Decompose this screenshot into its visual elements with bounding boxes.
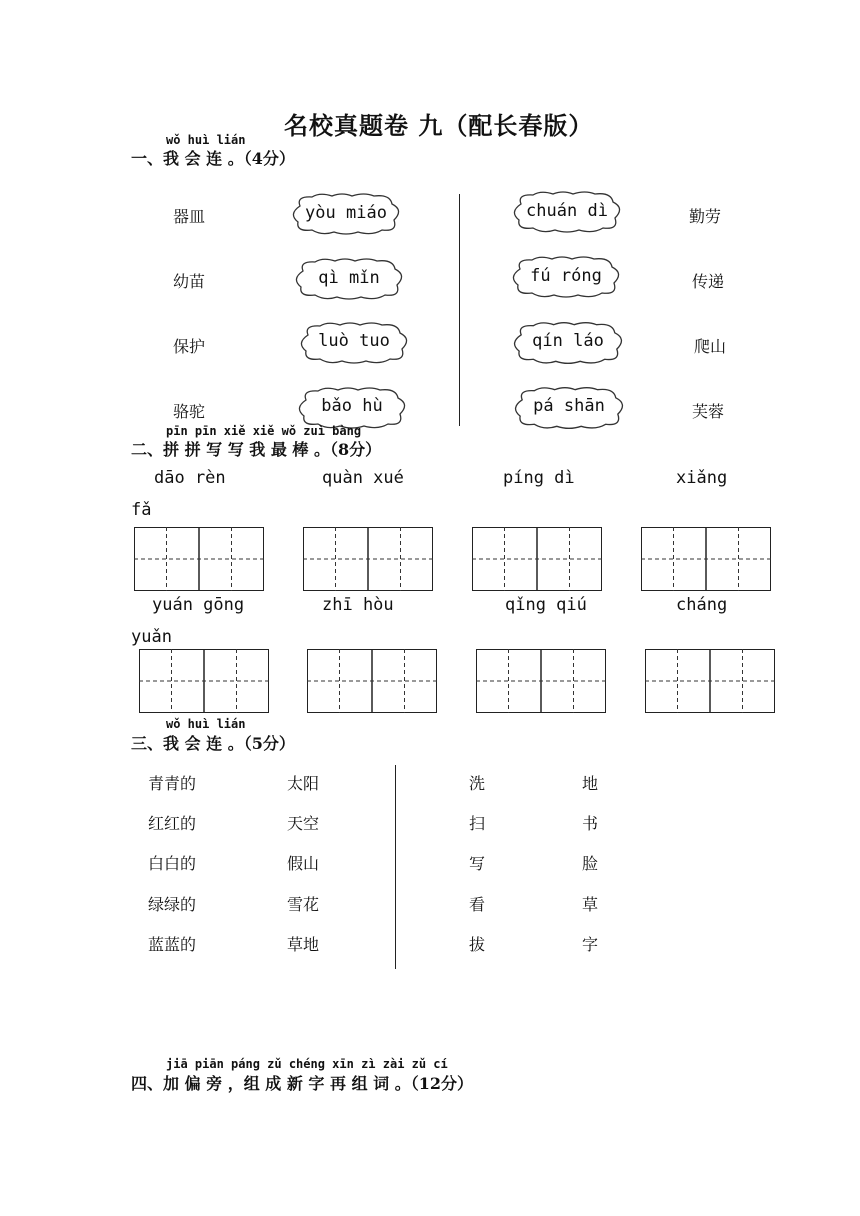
match-word[interactable]: 草地 <box>287 935 320 954</box>
right-word[interactable]: 芙蓉 <box>692 402 725 421</box>
match-word[interactable]: 红红的 <box>148 814 197 833</box>
pinyin-prompt: dāo rèn <box>154 468 226 488</box>
cloud-pinyin: pá shān <box>533 396 605 416</box>
cloud-pinyin: yòu miáo <box>305 203 387 223</box>
pinyin-prompt-wrap: fǎ <box>131 500 152 520</box>
cloud-pinyin: fú róng <box>530 266 602 286</box>
section4-pinyin: jiā piān páng zǔ chéng xīn zì zài zǔ cí <box>166 1057 448 1071</box>
writing-grid[interactable] <box>307 649 437 713</box>
pinyin-cloud[interactable] <box>288 192 404 236</box>
pinyin-cloud[interactable] <box>509 320 627 366</box>
match-word[interactable]: 书 <box>582 814 599 833</box>
cloud-pinyin: qì mǐn <box>318 268 380 288</box>
cloud-pinyin: chuán dì <box>526 201 608 221</box>
match-word[interactable]: 字 <box>582 935 599 954</box>
match-word[interactable]: 扫 <box>469 814 486 833</box>
match-word[interactable]: 蓝蓝的 <box>148 935 197 954</box>
section3-heading: 三、我 会 连 。（5分） <box>131 734 295 753</box>
right-word[interactable]: 爬山 <box>694 337 727 356</box>
pinyin-prompt: yuán gōng <box>152 595 245 615</box>
pinyin-cloud[interactable] <box>507 255 625 299</box>
section4-heading: 四、加 偏 旁 ，组 成 新 字 再 组 词 。（12分） <box>131 1074 473 1093</box>
pinyin-prompt: quàn xué <box>322 468 404 488</box>
left-word[interactable]: 骆驼 <box>173 402 206 421</box>
pinyin-prompt: qǐng qiú <box>505 595 587 615</box>
right-word[interactable]: 勤劳 <box>689 207 722 226</box>
pinyin-prompt: cháng <box>676 595 728 615</box>
section2-pinyin: pīn pīn xiě xiě wǒ zuì bàng <box>166 424 362 438</box>
pinyin-cloud[interactable] <box>508 190 626 234</box>
left-word[interactable]: 保护 <box>173 337 206 356</box>
page-title: 名校真题卷 九（配长春版） <box>284 111 594 140</box>
match-word[interactable]: 天空 <box>287 814 320 833</box>
pinyin-prompt: píng dì <box>503 468 575 488</box>
pinyin-cloud[interactable] <box>510 385 628 431</box>
pinyin-prompt-wrap: yuǎn <box>131 627 172 647</box>
writing-grid[interactable] <box>641 527 771 591</box>
match-word[interactable]: 绿绿的 <box>148 895 197 914</box>
match-word[interactable]: 写 <box>469 854 486 873</box>
divider <box>395 765 396 969</box>
left-word[interactable]: 幼苗 <box>173 272 206 291</box>
match-word[interactable]: 草 <box>582 895 599 914</box>
section1-pinyin: wǒ huì lián <box>166 133 246 147</box>
left-word[interactable]: 器皿 <box>173 207 206 226</box>
pinyin-prompt: xiǎng <box>676 468 728 488</box>
right-word[interactable]: 传递 <box>692 272 725 291</box>
writing-grid[interactable] <box>139 649 269 713</box>
match-word[interactable]: 洗 <box>469 774 486 793</box>
match-word[interactable]: 地 <box>582 774 599 793</box>
pinyin-cloud[interactable] <box>296 320 412 366</box>
writing-grid[interactable] <box>476 649 606 713</box>
writing-grid[interactable] <box>472 527 602 591</box>
match-word[interactable]: 青青的 <box>148 774 197 793</box>
section1-heading: 一、我 会 连 。（4分） <box>131 149 295 168</box>
match-word[interactable]: 脸 <box>582 854 599 873</box>
divider <box>459 194 460 426</box>
writing-grid[interactable] <box>303 527 433 591</box>
cloud-pinyin: qín láo <box>532 331 604 351</box>
match-word[interactable]: 白白的 <box>148 854 197 873</box>
pinyin-cloud[interactable] <box>291 257 407 301</box>
cloud-pinyin: bǎo hù <box>321 396 383 416</box>
writing-grid[interactable] <box>645 649 775 713</box>
writing-grid[interactable] <box>134 527 264 591</box>
section2-heading: 二、拼 拼 写 写 我 最 棒 。（8分） <box>131 440 382 459</box>
cloud-pinyin: luò tuo <box>318 331 390 351</box>
match-word[interactable]: 假山 <box>287 854 320 873</box>
match-word[interactable]: 太阳 <box>287 774 320 793</box>
match-word[interactable]: 拔 <box>469 935 486 954</box>
match-word[interactable]: 看 <box>469 895 486 914</box>
match-word[interactable]: 雪花 <box>287 895 320 914</box>
pinyin-prompt: zhī hòu <box>322 595 394 615</box>
section3-pinyin: wǒ huì lián <box>166 717 246 731</box>
